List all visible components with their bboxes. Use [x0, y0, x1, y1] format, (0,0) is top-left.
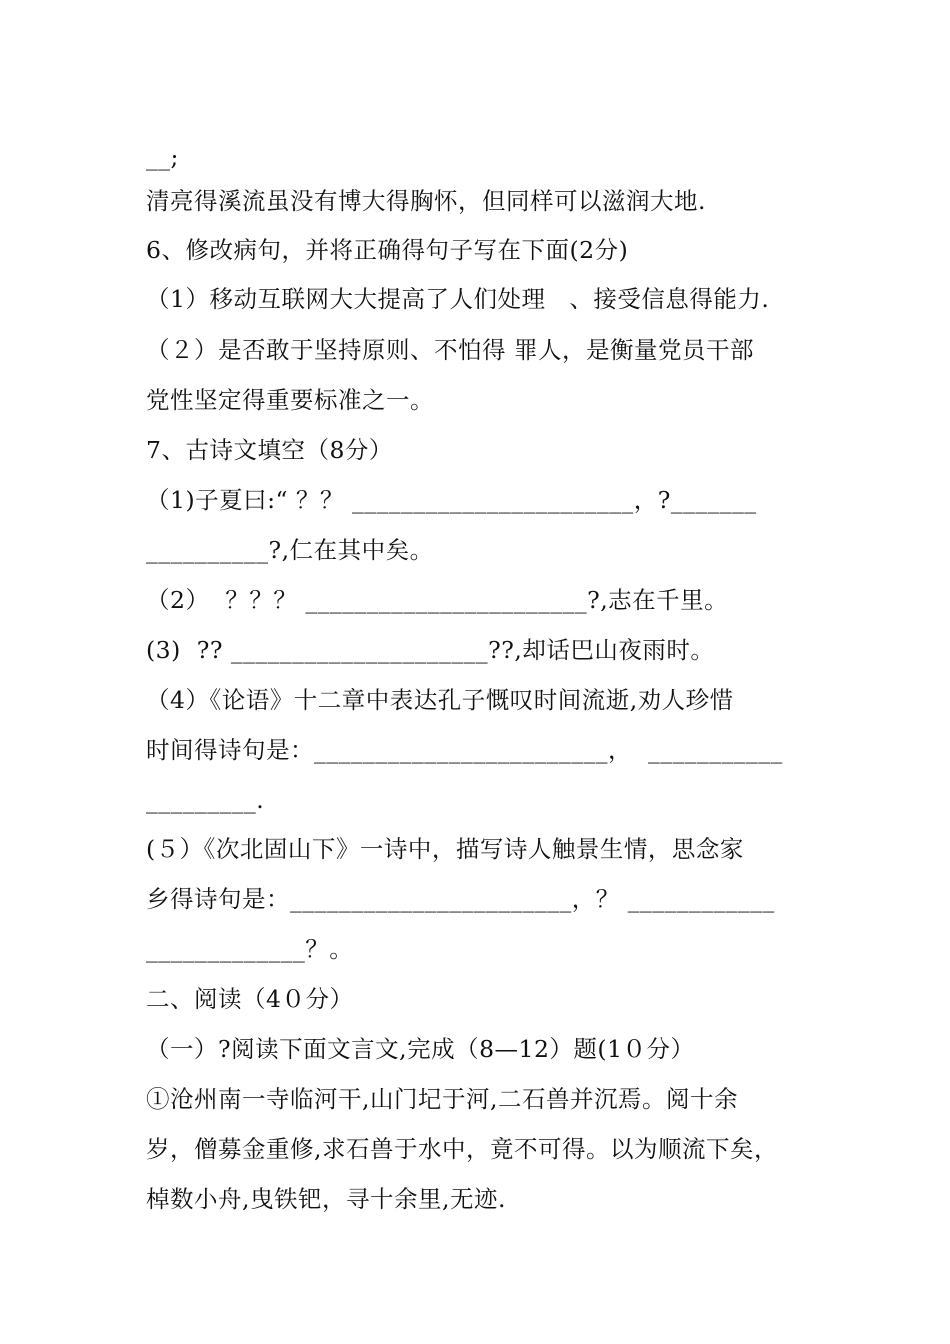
poem-blank-4: （4）《论语》十二章中表达孔子慨叹时间流逝,劝人珍惜 — [146, 686, 734, 714]
question-6-title: 6、修改病句，并将正确得句子写在下面(2分) — [146, 236, 629, 264]
text-line: __________?,仁在其中矣。 — [146, 536, 434, 564]
passage-line: ①沧州南一寺临河干,山门圮于河,二石兽并沉焉。阅十余 — [146, 1085, 738, 1113]
text-line: 时间得诗句是：________________________， ___________ — [146, 736, 783, 764]
reading-1-title: （一）?阅读下面文言文,完成（8—12）题(1０分） — [146, 1035, 695, 1063]
text-line: 乡得诗句是：_______________________，？ ____________ — [146, 885, 775, 913]
text-line: 党性坚定得重要标准之一。 — [146, 386, 434, 414]
poem-blank-5: (５）《次北固山下》一诗中，描写诗人触景生情，思念家 — [146, 835, 744, 863]
question-7-title: 7、古诗文填空（8分） — [146, 436, 393, 464]
text-line: _____________？。 — [146, 935, 354, 963]
text-line: __; — [146, 143, 179, 171]
passage-line: 棹数小舟,曳铁钯，寻十余里,无迹. — [146, 1185, 506, 1213]
section-2-title: 二、阅读（4０分） — [146, 985, 354, 1013]
poem-blank-3: (3) ?? _____________________??,却话巴山夜雨时。 — [146, 636, 715, 664]
text-line: 清亮得溪流虽没有博大得胸怀，但同样可以滋润大地. — [146, 187, 706, 215]
sentence-2: （２）是否敢于坚持原则、不怕得 罪人，是衡量党员干部 — [146, 336, 754, 364]
poem-blank-1: （1)子夏曰:“ ？？ _______________________，?_______ — [146, 486, 757, 514]
sentence-1: （1）移动互联网大大提高了人们处理 、接受信息得能力. — [146, 285, 770, 313]
passage-line: 岁，僧募金重修,求石兽于水中，竟不可得。以为顺流下矣， — [146, 1135, 778, 1163]
text-line: _________. — [146, 786, 265, 814]
poem-blank-2: （2） ？？？ _______________________?,志在千里。 — [146, 586, 729, 614]
